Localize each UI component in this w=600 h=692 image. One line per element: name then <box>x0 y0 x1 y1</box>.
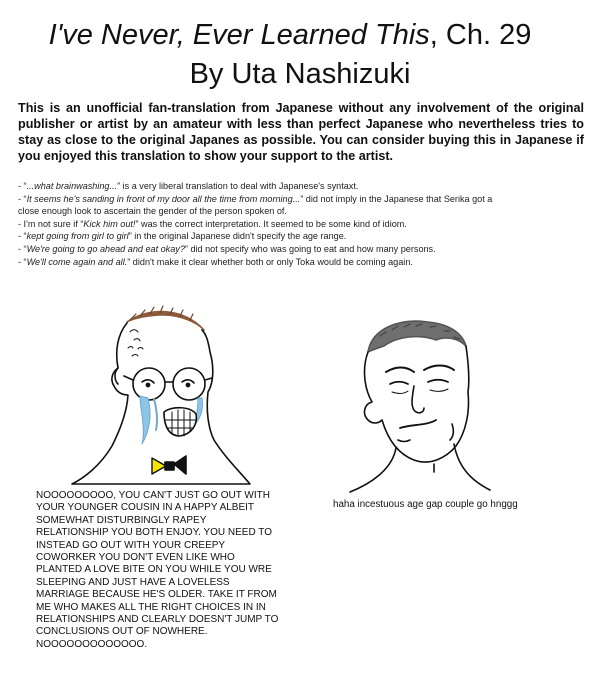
caption-line: COWORKER YOU DON'T EVEN LIKE WHO <box>36 552 235 564</box>
wojak-bowtie <box>152 458 166 474</box>
wojak-outline <box>72 323 250 484</box>
caption-line: RELATIONSHIPS AND CLEARLY DOESN'T JUMP TO <box>36 614 279 626</box>
caption-line: YOUR YOUNGER COUSIN IN A HAPPY ALBEIT <box>36 502 255 514</box>
caption-line: RELATIONSHIP YOU BOTH ENJOY. YOU NEED TO <box>36 527 272 539</box>
caption-line: MARRIAGE BECAUSE HE'S OLDER. TAKE IT FROM <box>36 589 277 601</box>
note-line: - “We're going to go ahead and eat okay?” did not specify who was going to eat and how many persons. <box>18 243 436 254</box>
chapter-number: , Ch. 29 <box>429 19 532 51</box>
note-line: - “kept going from girl to girl” in the original Japanese didn't specify the age range. <box>18 231 347 242</box>
smug-wojak-drawing <box>350 321 490 492</box>
caption-line: NOOOOOOOOO, YOU CAN'T JUST GO OUT WITH <box>36 490 270 501</box>
smug-wojak-outline <box>365 346 469 462</box>
right-meme-caption: haha incestuous age gap couple go hnggg <box>333 499 518 510</box>
crying-wojak-drawing <box>72 306 250 484</box>
caption-line: ME WHO MAKES ALL THE RIGHT CHOICES IN IN <box>36 601 266 613</box>
caption-line: INSTEAD GO OUT WITH YOUR CREEPY <box>36 539 226 551</box>
note-line: close enough look to ascertain the gender of the person spoken of. <box>18 206 287 217</box>
note-line: - I'm not sure if “Kick him out!” was the correct interpretation. It seemed to be some kind of idiom. <box>18 218 407 229</box>
wojak-mouth <box>164 408 196 436</box>
note-line: - “It seems he's sanding in front of my door all the time from morning...” did not imply in the Japanese that Serika got a <box>18 193 493 204</box>
translation-disclaimer: This is an unofficial fan-translation from Japanese without any involvement of the original publisher or artist by an amateur with less than perfect Japanese who nevertheless tries to stay as close to the original Japanes as possible. You can consider buying this in Japanese if you enjoyed this translation to show your support to the artist. <box>18 101 584 163</box>
caption-line: NOOOOOOOOOOOOO. <box>36 638 148 650</box>
wojak-tears <box>140 396 150 444</box>
note-line: - “We'll come again and all.” didn't make it clear whether both or only Toka would be coming again. <box>18 256 413 267</box>
caption-line: PLANTED A LOVE BITE ON YOU WHILE YOU WRE <box>36 564 272 576</box>
smug-wojak-mouth <box>400 420 436 428</box>
series-title: I've Never, Ever Learned This <box>48 19 430 51</box>
author-byline: By Uta Nashizuki <box>189 58 411 90</box>
caption-line: SLEEPING AND JUST HAVE A LOVELESS <box>36 576 230 588</box>
note-line: - “...what brainwashing...” is a very liberal translation to deal with Japanese's syntaxt. <box>18 181 359 191</box>
left-meme-caption <box>36 490 316 651</box>
caption-line: CONCLUSIONS OUT OF NOWHERE. <box>36 626 208 638</box>
caption-line: SOMEWHAT DISTURBINGLY RAPEY <box>36 514 207 526</box>
